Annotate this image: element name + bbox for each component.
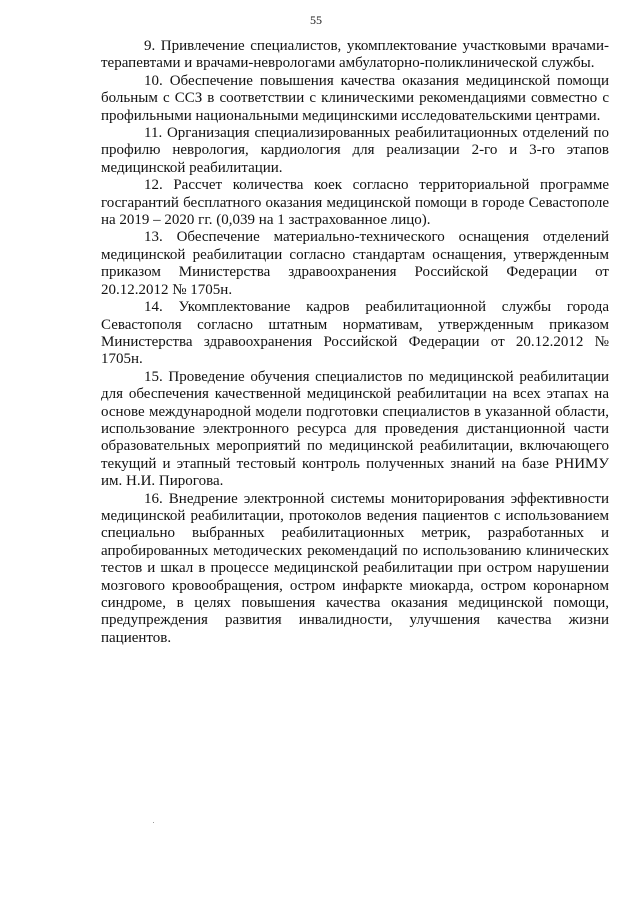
page-number: 55 xyxy=(310,13,322,27)
paragraph-item-15: 15. Проведение обучения специалистов по медицинской реабилитации для обеспечения качественной медицинской реабилитации на всех этапах на основе международной модели подготовки специалистов в указанной области, использование электронного ресурса для проведения дистанционной части образовательных мероприятий по медицинской реабилитации, включающего текущий и этапный тестовый контроль полученных знаний на базе РНИМУ им. Н.И. Пирогова. xyxy=(101,368,609,490)
paragraph-item-11: 11. Организация специализированных реабилитационных отделений по профилю неврология, кардиология для реализации 2-го и 3-го этапов медицинской реабилитации. xyxy=(101,125,609,176)
paragraph-item-16: 16. Внедрение электронной системы мониторирования эффективности медицинской реабилитации, протоколов ведения пациентов с использованием специально выбранных реабилитационных метрик, разработанных и апробированных методических рекомендаций по использованию клинических тестов и шкал в процессе медицинской реабилитации при остром нарушении мозгового кровообращения, остром инфаркте миокарда, остром коронарном синдроме, в целях повышения качества оказания медицинской помощи, предупреждения развития инвалидности, улучшения качества жизни пациентов. xyxy=(101,490,609,646)
scan-speck xyxy=(153,822,154,823)
paragraph-item-10: 10. Обеспечение повышения качества оказания медицинской помощи больным с ССЗ в соответствии с клиническими рекомендациями совместно с профильными национальными медицинскими исследовательскими центрами. xyxy=(101,72,609,124)
paragraph-item-13: 13. Обеспечение материально-технического оснащения отделений медицинской реабилитации согласно стандартам оснащения, утвержденным приказом Министерства здравоохранения Российской Федерации от 20.12.2012 № 1705н. xyxy=(101,229,609,298)
document-body xyxy=(101,38,609,647)
paragraph-item-14: 14. Укомплектование кадров реабилитационной службы города Севастополя согласно штатным нормативам, утвержденным приказом Министерства здравоохранения Российской Федерации от 20.12.2012 № 1705н. xyxy=(101,299,609,368)
paragraph-item-9: 9. Привлечение специалистов, укомплектование участковыми врачами-терапевтами и врачами-неврологами амбулаторно-поликлинической службы. xyxy=(101,38,609,72)
paragraph-item-12: 12. Рассчет количества коек согласно территориальной программе госгарантий бесплатного оказания медицинской помощи в городе Севастополе на 2019 – 2020 гг. (0,039 на 1 застрахованное лицо). xyxy=(101,177,609,229)
